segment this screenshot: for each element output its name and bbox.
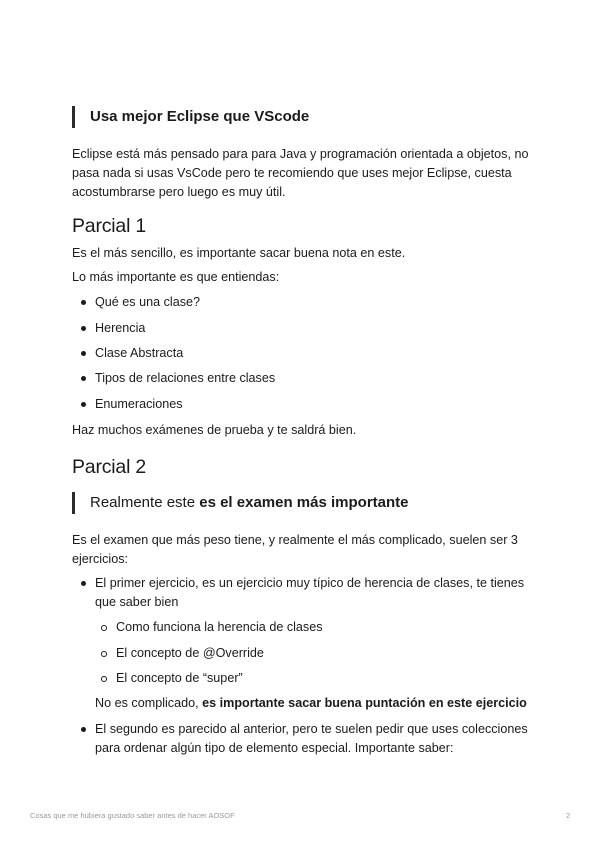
list-item: El primer ejercicio, es un ejercicio muy típico de herencia de clases, te tienes que saber bien bbox=[95, 574, 545, 612]
parcial2-callout-normal: Realmente este bbox=[90, 494, 200, 511]
eclipse-callout bbox=[72, 106, 570, 128]
parcial2-note-normal: No es complicado, bbox=[95, 696, 203, 710]
eclipse-callout-text: Usa mejor Eclipse que VScode bbox=[90, 108, 310, 125]
list-item: Tipos de relaciones entre clases bbox=[95, 369, 545, 388]
sub-list-item: El concepto de @Override bbox=[116, 644, 536, 663]
sub-list-item: El concepto de “super” bbox=[116, 669, 536, 688]
footer-title: Cosas que me hubiera gustado saber antes de hacer AOSOF bbox=[30, 811, 235, 820]
parcial2-callout bbox=[72, 492, 570, 514]
list-item: Herencia bbox=[95, 319, 545, 338]
parcial2-heading: Parcial 2 bbox=[72, 456, 147, 478]
parcial2-note-bold: es importante sacar buena puntación en este ejercicio bbox=[202, 696, 527, 710]
parcial1-closing: Haz muchos exámenes de prueba y te saldrá bien. bbox=[72, 423, 357, 437]
list-item: Qué es una clase? bbox=[95, 293, 545, 312]
footer-page-number: 2 bbox=[566, 811, 571, 820]
parcial2-intro: Es el examen que más peso tiene, y realmente el más complicado, suelen ser 3 ejercicios: bbox=[72, 533, 518, 566]
parcial2-callout-bold: es el examen más importante bbox=[199, 494, 409, 511]
list-item: Enumeraciones bbox=[95, 395, 545, 414]
parcial1-intro: Es el más sencillo, es importante sacar buena nota en este. bbox=[72, 246, 406, 260]
parcial1-heading: Parcial 1 bbox=[72, 215, 147, 237]
eclipse-paragraph: Eclipse está más pensado para para Java y programación orientada a objetos, no pasa nada si usas VsCode pero te recomiendo que uses mejor Eclipse, cuesta acostumbrarse pero luego es muy útil. bbox=[72, 147, 529, 199]
parcial2-note bbox=[95, 694, 545, 713]
list-item: El segundo es parecido al anterior, pero te suelen pedir que uses colecciones para ordenar algún tipo de elemento especial. Importante saber: bbox=[95, 720, 545, 758]
list-item: Clase Abstracta bbox=[95, 344, 545, 363]
parcial1-lead: Lo más importante es que entiendas: bbox=[72, 270, 280, 284]
sub-list-item: Como funciona la herencia de clases bbox=[116, 618, 536, 637]
